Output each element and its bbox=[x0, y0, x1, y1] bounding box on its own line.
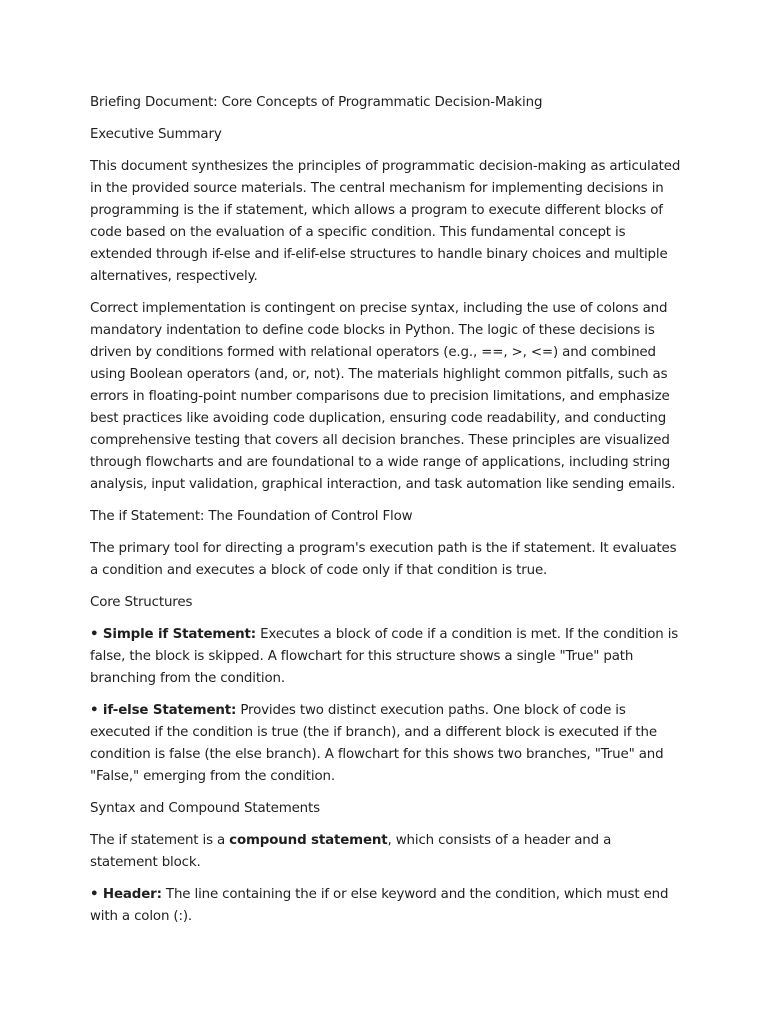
bullet-header-term bbox=[90, 887, 162, 902]
summary-paragraph-2: Correct implementation is contingent on precise syntax, including the use of colons and mandatory indentation to define code blocks in Python. The logic of these decisions is driven by conditions formed with relational operators (e.g., ==, >, <=) and combined using Boolean operators (and, or, not). The materials highlight common pitfalls, such as errors in floating-point number comparisons due to precision limitations, and emphasize best practices like avoiding code duplication, ensuring code readability, and conducting comprehensive testing that covers all decision branches. These principles are visualized through flowcharts and are foundational to a wide range of applications, including string analysis, input validation, graphical interaction, and task automation like sending emails. bbox=[90, 301, 676, 492]
bullet-term: Header: bbox=[102, 887, 162, 902]
syntax-term-compound-statement: compound statement bbox=[229, 833, 388, 848]
bullet-text: Executes a block of code if a condition is met. If the condition is false, the block is skipped. A flowchart for this structure shows a single "True" path branching from the condition. bbox=[90, 627, 679, 686]
bullet-marker: • bbox=[90, 703, 103, 718]
executive-summary-heading: Executive Summary bbox=[90, 127, 222, 142]
document-page bbox=[90, 92, 682, 938]
if-statement-paragraph: The primary tool for directing a program's execution path is the if statement. It evaluates a condition and executes a block of code only if that condition is true. bbox=[90, 541, 677, 578]
core-structures-heading: Core Structures bbox=[90, 595, 193, 610]
bullet-marker: • bbox=[90, 887, 103, 902]
bullet-simple-if bbox=[90, 624, 682, 690]
if-statement-heading: The if Statement: The Foundation of Control Flow bbox=[90, 509, 413, 524]
syntax-text-before: The if statement is a bbox=[90, 833, 230, 848]
bullet-text: The line containing the if or else keyword and the condition, which must end with a colon (:). bbox=[90, 887, 669, 924]
bullet-marker: • bbox=[90, 627, 103, 642]
bullet-simple-if-term bbox=[90, 627, 256, 642]
summary-paragraph-1: This document synthesizes the principles of programmatic decision-making as articulated in the provided source materials. The central mechanism for implementing decisions in programming is the if statement, which allows a program to execute different blocks of code based on the evaluation of a specific condition. This fundamental concept is extended through if-else and if-elif-else structures to handle binary choices and multiple alternatives, respectively. bbox=[90, 159, 681, 284]
syntax-paragraph bbox=[90, 830, 682, 874]
bullet-text: Provides two distinct execution paths. One block of code is executed if the condition is true (the if branch), and a different block is executed if the condition is false (the else branch). A flowchart for this shows two branches, "True" and "False," emerging from the condition. bbox=[90, 703, 664, 784]
bullet-term: Simple if Statement: bbox=[102, 627, 256, 642]
bullet-if-else-term bbox=[90, 703, 236, 718]
bullet-header bbox=[90, 884, 682, 928]
bullet-if-else bbox=[90, 700, 682, 788]
syntax-text-after: , which consists of a header and a statement block. bbox=[90, 833, 612, 870]
document-title: Briefing Document: Core Concepts of Programmatic Decision-Making bbox=[90, 95, 543, 110]
bullet-term: if-else Statement: bbox=[102, 703, 237, 718]
syntax-heading: Syntax and Compound Statements bbox=[90, 801, 320, 816]
